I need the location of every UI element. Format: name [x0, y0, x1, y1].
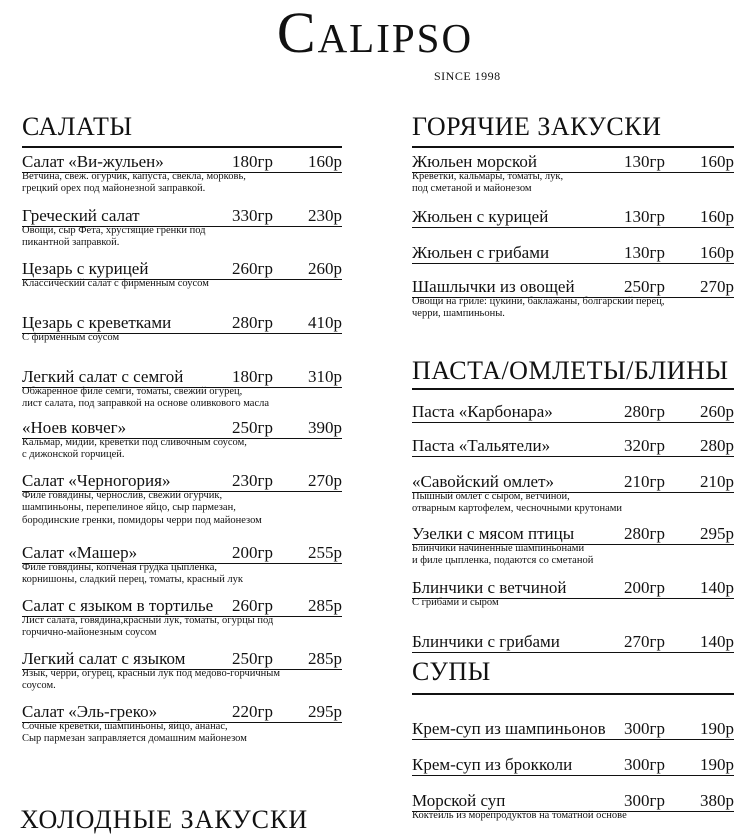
menu-item-price: 285р — [308, 649, 342, 668]
menu-item-price: 230р — [308, 206, 342, 225]
menu-item-weight: 330гр — [232, 206, 273, 225]
menu-item-description-line: Пышный омлет с сыром, ветчиной, — [412, 491, 570, 502]
section-title-hot-appetizers: ГОРЯЧИЕ ЗАКУСКИ — [412, 112, 662, 141]
menu-item-description-line: Овощи, сыр Фета, хрустящие гренки под — [22, 225, 206, 236]
menu-item-price: 270р — [308, 471, 342, 490]
menu-item-name: Узелки с мясом птицы — [412, 524, 575, 543]
menu-item-weight: 300гр — [624, 755, 665, 774]
menu-item-underline — [412, 775, 734, 776]
menu-item-description-line: Филе говядины, копченая грудка цыпленка, — [22, 562, 217, 573]
menu-item-price: 160р — [700, 207, 734, 226]
menu-item-description-line: Креветки, кальмары, томаты, лук, — [412, 171, 564, 182]
menu-item-description-line: С фирменным соусом — [22, 332, 120, 343]
menu-item-name: Салат с языком в тортилье — [22, 596, 214, 615]
menu-item-weight: 250гр — [232, 649, 273, 668]
section-title-pasta: ПАСТА/ОМЛЕТЫ/БЛИНЫ — [412, 356, 729, 385]
section-rule-soups — [412, 693, 734, 695]
menu-item-description — [22, 386, 269, 411]
menu-item-price: 295р — [308, 702, 342, 721]
menu-item-description-line: Сыр пармезан заправляется домашним майонезом — [22, 733, 247, 745]
menu-item-price: 380р — [700, 791, 734, 810]
menu-item-description — [22, 332, 119, 344]
menu-item-name: «Савойский омлет» — [412, 472, 555, 491]
menu-item-description — [22, 721, 247, 746]
menu-item-description-line: под сметаной и майонезом — [412, 183, 532, 195]
menu-item-weight: 200гр — [624, 578, 665, 597]
menu-item-description-line: Кальмар, мидии, креветки под сливочным соусом, — [22, 437, 247, 448]
menu-item-price: 280р — [700, 436, 734, 455]
menu-item-name: Паста «Карбонара» — [412, 402, 553, 421]
menu-item-name: «Ноев ковчег» — [22, 418, 127, 437]
menu-item-underline — [412, 422, 734, 423]
menu-item-description-line: С грибами и сыром — [412, 597, 499, 608]
menu-item-weight: 280гр — [624, 524, 665, 543]
section-title-soups: СУПЫ — [412, 657, 491, 686]
menu-item-description — [412, 543, 593, 568]
menu-item-price: 270р — [700, 277, 734, 296]
menu-item-description — [22, 615, 273, 640]
menu-item-weight: 200гр — [232, 543, 273, 562]
menu-item-weight: 180гр — [232, 152, 273, 171]
menu-item-description-line: с дижонской горчицей. — [22, 449, 125, 461]
menu-item-weight: 260гр — [232, 596, 273, 615]
menu-item-description — [412, 491, 622, 516]
menu-item-description-line: и филе цыпленка, подаются со сметаной — [412, 555, 594, 567]
menu-item-name: Крем-суп из брокколи — [412, 755, 573, 774]
menu-item-description-line: Блинчики начиненные шампиньонами — [412, 543, 585, 554]
menu-item-underline — [412, 227, 734, 228]
menu-item-description-line: Овощи на гриле: цукини, баклажаны, болгарский перец, — [412, 296, 665, 307]
menu-item-weight: 270гр — [624, 632, 665, 651]
section-title-cold-appetizers: ХОЛОДНЫЕ ЗАКУСКИ — [20, 805, 309, 834]
section-rule-pasta — [412, 388, 734, 390]
menu-item-weight: 130гр — [624, 207, 665, 226]
menu-item-description — [22, 668, 280, 693]
menu-item-price: 140р — [700, 578, 734, 597]
menu-item-weight: 220гр — [232, 702, 273, 721]
section-title-salads: САЛАТЫ — [22, 112, 133, 141]
menu-item-description-line: горчично-майонезным соусом — [22, 627, 157, 639]
menu-item-description-line: шампиньоны, перепелиное яйцо, сыр пармезан, — [22, 502, 236, 514]
brand-logo: Calipso — [276, 0, 474, 65]
menu-item-price: 190р — [700, 755, 734, 774]
menu-item-weight: 250гр — [232, 418, 273, 437]
menu-item-name: Цезарь с креветками — [22, 313, 172, 332]
menu-item-description-line: Язык, черри, огурец, красный лук под медово-горчичным — [22, 668, 280, 679]
menu-item-weight: 250гр — [624, 277, 665, 296]
menu-item-description-line: бородинские гренки, помидоры черри под майонезом — [22, 514, 262, 526]
menu-item-name: Греческий салат — [22, 206, 140, 225]
menu-item-price: 140р — [700, 632, 734, 651]
section-rule-salads — [22, 146, 342, 148]
menu-item-price: 160р — [700, 152, 734, 171]
menu-item-price: 295р — [700, 524, 734, 543]
menu-item-price: 390р — [308, 418, 342, 437]
menu-item-description-line: Ветчина, свеж. огурчик, капуста, свекла, морковь, — [22, 171, 246, 182]
menu-item-description-line: черри, шампиньоны. — [412, 308, 505, 320]
menu-item-underline — [412, 739, 734, 740]
menu-item-price: 410р — [308, 313, 342, 332]
menu-item-name: Блинчики с ветчиной — [412, 578, 567, 597]
menu-item-name: Паста «Тальятели» — [412, 436, 551, 455]
menu-item-price: 210р — [700, 472, 734, 491]
menu-item-weight: 180гр — [232, 367, 273, 386]
menu-item-weight: 130гр — [624, 152, 665, 171]
menu-item-description — [22, 225, 205, 250]
menu-item-price: 260р — [700, 402, 734, 421]
menu-item-name: Жюльен с грибами — [412, 243, 550, 262]
menu-item-name: Легкий салат с семгой — [22, 367, 184, 386]
menu-item-name: Салат «Машер» — [22, 543, 138, 562]
menu-item-name: Крем-суп из шампиньонов — [412, 719, 606, 738]
menu-item-description — [22, 490, 262, 527]
section-rule-hot-appetizers — [412, 146, 734, 148]
menu-item-underline — [412, 652, 734, 653]
menu-item-description-line: Сочные креветки, шампиньоны, яйцо, ананас, — [22, 721, 228, 732]
menu-item-underline — [412, 456, 734, 457]
menu-item-name: Блинчики с грибами — [412, 632, 560, 651]
menu-item-description-line: пикантной заправкой. — [22, 237, 120, 249]
menu-item-name: Цезарь с курицей — [22, 259, 149, 278]
menu-item-price: 160р — [700, 243, 734, 262]
menu-item-name: Салат «Ви-жульен» — [22, 152, 164, 171]
menu-item-name: Морской суп — [412, 791, 506, 810]
menu-item-name: Салат «Эль-греко» — [22, 702, 158, 721]
menu-item-weight: 300гр — [624, 719, 665, 738]
menu-item-weight: 210гр — [624, 472, 665, 491]
menu-item-price: 160р — [308, 152, 342, 171]
menu-item-description-line: Обжаренное филе семги, томаты, свежий огурец, — [22, 386, 243, 397]
menu-item-name: Жюльен морской — [412, 152, 537, 171]
menu-item-description — [22, 171, 246, 196]
menu-item-price: 190р — [700, 719, 734, 738]
menu-item-description-line: грецкий орех под майонезной заправкой. — [22, 183, 206, 195]
menu-item-name: Шашлычки из овощей — [412, 277, 575, 296]
menu-item-weight: 280гр — [232, 313, 273, 332]
since-label: SINCE 1998 — [434, 69, 501, 83]
menu-item-weight: 230гр — [232, 471, 273, 490]
menu-item-description — [412, 171, 563, 196]
menu-item-description-line: корнишоны, сладкий перец, томаты, красный лук — [22, 574, 244, 586]
menu-item-description-line: лист салата, под заправкой на основе оливкового масла — [22, 398, 270, 410]
menu-item-weight: 300гр — [624, 791, 665, 810]
menu-item-price: 285р — [308, 596, 342, 615]
menu-item-weight: 280гр — [624, 402, 665, 421]
menu-item-description — [22, 562, 243, 587]
menu-item-description-line: Коктейль из морепродуктов на томатной основе — [412, 810, 627, 821]
menu-item-weight: 260гр — [232, 259, 273, 278]
menu-item-description — [412, 296, 664, 321]
menu-item-description — [22, 437, 247, 462]
menu-item-description-line: отварным картофелем, чесночными крутонами — [412, 503, 623, 515]
menu-item-price: 255р — [308, 543, 342, 562]
menu-item-description — [412, 810, 627, 822]
menu-item-description-line: соусом. — [22, 680, 56, 692]
menu-item-price: 260р — [308, 259, 342, 278]
menu-item-description — [412, 597, 499, 609]
menu-item-description — [22, 278, 209, 290]
menu-item-weight: 320гр — [624, 436, 665, 455]
menu-item-name: Салат «Черногория» — [22, 471, 171, 490]
menu-item-description-line: Лист салата, говядина,красный лук, томаты, огурцы под — [22, 615, 274, 626]
menu-item-description-line: Классический салат с фирменным соусом — [22, 278, 209, 289]
menu-item-name: Жюльен с курицей — [412, 207, 549, 226]
menu-item-name: Легкий салат с языком — [22, 649, 186, 668]
menu-item-price: 310р — [308, 367, 342, 386]
menu-item-underline — [412, 263, 734, 264]
menu-item-description-line: Филе говядины, чернослив, свежий огурчик, — [22, 490, 223, 501]
menu-item-weight: 130гр — [624, 243, 665, 262]
